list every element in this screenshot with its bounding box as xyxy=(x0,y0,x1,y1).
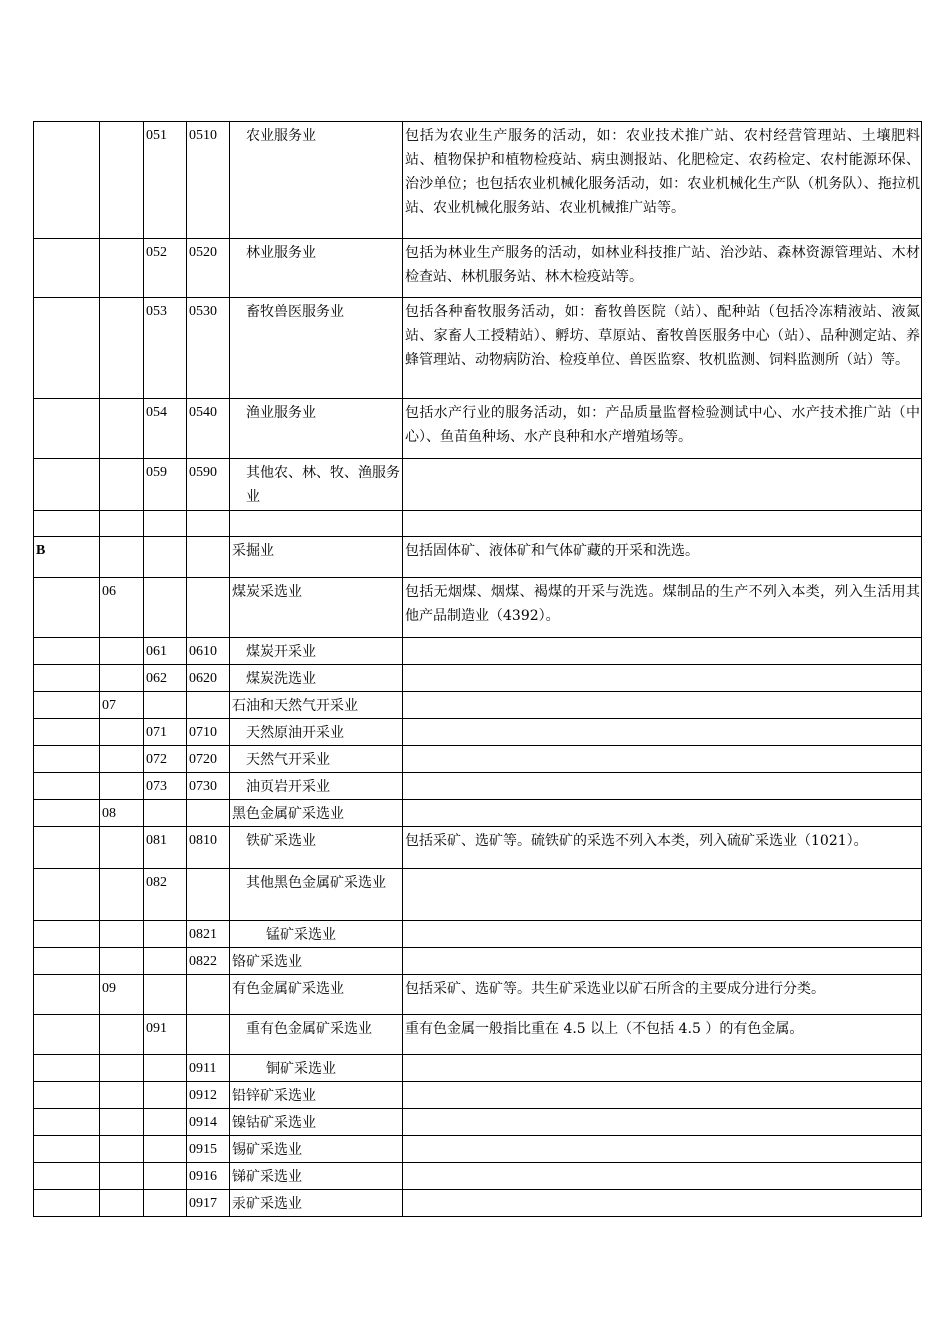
class-code-cell: 0822 xyxy=(187,948,230,975)
industry-description-cell xyxy=(403,459,922,511)
class-code-cell xyxy=(187,1015,230,1055)
category-code-cell xyxy=(34,1055,100,1082)
category-code-cell xyxy=(34,1163,100,1190)
industry-description-cell xyxy=(403,773,922,800)
category-code-cell: B xyxy=(34,537,100,578)
table-row xyxy=(34,975,922,1015)
industry-name-cell: 其他黑色金属矿采选业 xyxy=(230,869,403,921)
class-code-cell: 0730 xyxy=(187,773,230,800)
group-code-cell xyxy=(144,1082,187,1109)
division-code-cell xyxy=(100,638,144,665)
table-row xyxy=(34,399,922,459)
group-code-cell xyxy=(144,511,187,537)
group-code-cell xyxy=(144,975,187,1015)
table-row xyxy=(34,1055,922,1082)
table-row xyxy=(34,459,922,511)
category-code-cell xyxy=(34,827,100,869)
division-code-cell xyxy=(100,827,144,869)
division-code-cell xyxy=(100,773,144,800)
category-code-cell xyxy=(34,1190,100,1217)
industry-description-cell: 包括为农业生产服务的活动，如：农业技术推广站、农村经营管理站、土壤肥料站、植物保护和植物检疫站、病虫测报站、化肥检定、农药检定、农村能源环保、治沙单位；也包括农业机械化服务活动，如：农业机械化生产队（机务队）、拖拉机站、农业机械化服务站、农业机械推广站等。 xyxy=(403,122,922,239)
industry-name-cell: 锑矿采选业 xyxy=(230,1163,403,1190)
industry-name-cell: 油页岩开采业 xyxy=(230,773,403,800)
category-code-cell xyxy=(34,1109,100,1136)
industry-name-cell: 重有色金属矿采选业 xyxy=(230,1015,403,1055)
industry-description-cell: 包括采矿、选矿等。共生矿采选业以矿石所含的主要成分进行分类。 xyxy=(403,975,922,1015)
industry-name-cell: 林业服务业 xyxy=(230,239,403,298)
industry-description-cell xyxy=(403,800,922,827)
division-code-cell xyxy=(100,665,144,692)
category-code-cell xyxy=(34,869,100,921)
class-code-cell xyxy=(187,537,230,578)
group-code-cell xyxy=(144,1190,187,1217)
industry-name-cell: 铅锌矿采选业 xyxy=(230,1082,403,1109)
group-code-cell: 081 xyxy=(144,827,187,869)
table-row xyxy=(34,921,922,948)
class-code-cell xyxy=(187,975,230,1015)
table-row xyxy=(34,692,922,719)
class-code-cell: 0510 xyxy=(187,122,230,239)
industry-description-cell xyxy=(403,638,922,665)
industry-description-cell: 包括各种畜牧服务活动，如：畜牧兽医院（站）、配种站（包括冷冻精液站、液氮站、家畜人工授精站）、孵坊、草原站、畜牧兽医服务中心（站）、品种测定站、养蜂管理站、动物病防治、检疫单位、兽医监察、牧机监测、饲料监测所（站）等。 xyxy=(403,298,922,399)
category-code-cell xyxy=(34,1136,100,1163)
division-code-cell xyxy=(100,239,144,298)
industry-description-cell xyxy=(403,869,922,921)
industry-description-cell xyxy=(403,746,922,773)
group-code-cell xyxy=(144,800,187,827)
division-code-cell xyxy=(100,1055,144,1082)
class-code-cell xyxy=(187,511,230,537)
class-code-cell: 0916 xyxy=(187,1163,230,1190)
group-code-cell xyxy=(144,948,187,975)
industry-description-cell xyxy=(403,665,922,692)
division-code-cell xyxy=(100,399,144,459)
division-code-cell: 09 xyxy=(100,975,144,1015)
group-code-cell xyxy=(144,692,187,719)
class-code-cell: 0610 xyxy=(187,638,230,665)
industry-description-cell xyxy=(403,1082,922,1109)
industry-name-cell: 铁矿采选业 xyxy=(230,827,403,869)
group-code-cell: 052 xyxy=(144,239,187,298)
industry-name-cell: 锡矿采选业 xyxy=(230,1136,403,1163)
industry-name-cell: 镍钴矿采选业 xyxy=(230,1109,403,1136)
division-code-cell xyxy=(100,298,144,399)
class-code-cell: 0590 xyxy=(187,459,230,511)
class-code-cell xyxy=(187,692,230,719)
classification-table xyxy=(33,121,922,1217)
category-code-cell xyxy=(34,746,100,773)
table-row xyxy=(34,746,922,773)
industry-description-cell: 包括为林业生产服务的活动，如林业科技推广站、治沙站、森林资源管理站、木材检查站、林机服务站、林木检疫站等。 xyxy=(403,239,922,298)
industry-name-cell: 渔业服务业 xyxy=(230,399,403,459)
industry-name-cell: 农业服务业 xyxy=(230,122,403,239)
category-code-cell xyxy=(34,239,100,298)
industry-name-cell: 石油和天然气开采业 xyxy=(230,692,403,719)
table-row xyxy=(34,1109,922,1136)
industry-description-cell xyxy=(403,948,922,975)
industry-description-cell xyxy=(403,1055,922,1082)
category-code-cell xyxy=(34,719,100,746)
industry-description-cell xyxy=(403,1136,922,1163)
division-code-cell xyxy=(100,122,144,239)
class-code-cell: 0620 xyxy=(187,665,230,692)
class-code-cell: 0915 xyxy=(187,1136,230,1163)
industry-name-cell: 畜牧兽医服务业 xyxy=(230,298,403,399)
table-row xyxy=(34,638,922,665)
group-code-cell: 082 xyxy=(144,869,187,921)
class-code-cell: 0520 xyxy=(187,239,230,298)
industry-name-cell xyxy=(230,511,403,537)
group-code-cell: 051 xyxy=(144,122,187,239)
industry-name-cell: 采掘业 xyxy=(230,537,403,578)
table-row xyxy=(34,719,922,746)
industry-description-cell: 包括水产行业的服务活动，如：产品质量监督检验测试中心、水产技术推广站（中心）、鱼苗鱼种场、水产良种和水产增殖场等。 xyxy=(403,399,922,459)
class-code-cell: 0530 xyxy=(187,298,230,399)
industry-name-cell: 铜矿采选业 xyxy=(230,1055,403,1082)
group-code-cell: 091 xyxy=(144,1015,187,1055)
category-code-cell xyxy=(34,638,100,665)
industry-description-cell: 包括固体矿、液体矿和气体矿藏的开采和洗选。 xyxy=(403,537,922,578)
category-code-cell xyxy=(34,692,100,719)
table-row xyxy=(34,1082,922,1109)
table-row xyxy=(34,1163,922,1190)
industry-name-cell: 煤炭开采业 xyxy=(230,638,403,665)
industry-name-cell: 煤炭采选业 xyxy=(230,578,403,638)
division-code-cell xyxy=(100,1082,144,1109)
table-row xyxy=(34,511,922,537)
table-row xyxy=(34,948,922,975)
group-code-cell xyxy=(144,1163,187,1190)
division-code-cell xyxy=(100,719,144,746)
class-code-cell: 0810 xyxy=(187,827,230,869)
class-code-cell: 0917 xyxy=(187,1190,230,1217)
class-code-cell: 0720 xyxy=(187,746,230,773)
category-code-cell xyxy=(34,921,100,948)
category-code-cell xyxy=(34,975,100,1015)
industry-description-cell xyxy=(403,511,922,537)
industry-description-cell: 包括无烟煤、烟煤、褐煤的开采与洗选。煤制品的生产不列入本类，列入生活用其他产品制造业（4392）。 xyxy=(403,578,922,638)
industry-name-cell: 天然原油开采业 xyxy=(230,719,403,746)
group-code-cell: 062 xyxy=(144,665,187,692)
industry-name-cell: 有色金属矿采选业 xyxy=(230,975,403,1015)
industry-name-cell: 黑色金属矿采选业 xyxy=(230,800,403,827)
division-code-cell: 08 xyxy=(100,800,144,827)
table-row xyxy=(34,578,922,638)
table-row xyxy=(34,1015,922,1055)
group-code-cell: 061 xyxy=(144,638,187,665)
category-code-cell xyxy=(34,399,100,459)
category-code-cell xyxy=(34,459,100,511)
industry-name-cell: 其他农、林、牧、渔服务业 xyxy=(230,459,403,511)
class-code-cell: 0821 xyxy=(187,921,230,948)
class-code-cell xyxy=(187,578,230,638)
industry-description-cell xyxy=(403,692,922,719)
table-row xyxy=(34,869,922,921)
group-code-cell: 071 xyxy=(144,719,187,746)
division-code-cell xyxy=(100,869,144,921)
division-code-cell xyxy=(100,537,144,578)
division-code-cell xyxy=(100,1163,144,1190)
industry-description-cell xyxy=(403,1163,922,1190)
category-code-cell xyxy=(34,1082,100,1109)
industry-description-cell: 包括采矿、选矿等。硫铁矿的采选不列入本类，列入硫矿采选业（1021）。 xyxy=(403,827,922,869)
industry-description-cell xyxy=(403,1190,922,1217)
class-code-cell: 0540 xyxy=(187,399,230,459)
class-code-cell: 0914 xyxy=(187,1109,230,1136)
table-row xyxy=(34,827,922,869)
class-code-cell: 0912 xyxy=(187,1082,230,1109)
industry-name-cell: 煤炭洗选业 xyxy=(230,665,403,692)
group-code-cell xyxy=(144,1055,187,1082)
division-code-cell xyxy=(100,459,144,511)
group-code-cell xyxy=(144,1109,187,1136)
table-body xyxy=(34,122,922,1217)
division-code-cell xyxy=(100,511,144,537)
group-code-cell: 053 xyxy=(144,298,187,399)
industry-name-cell: 锰矿采选业 xyxy=(230,921,403,948)
class-code-cell: 0911 xyxy=(187,1055,230,1082)
group-code-cell xyxy=(144,921,187,948)
table-row xyxy=(34,800,922,827)
table-row xyxy=(34,122,922,239)
industry-description-cell xyxy=(403,1109,922,1136)
industry-name-cell: 铬矿采选业 xyxy=(230,948,403,975)
industry-description-cell: 重有色金属一般指比重在 4.5 以上（不包括 4.5 ）的有色金属。 xyxy=(403,1015,922,1055)
industry-description-cell xyxy=(403,719,922,746)
industry-name-cell: 汞矿采选业 xyxy=(230,1190,403,1217)
category-code-cell xyxy=(34,298,100,399)
division-code-cell: 07 xyxy=(100,692,144,719)
division-code-cell xyxy=(100,1136,144,1163)
group-code-cell: 054 xyxy=(144,399,187,459)
industry-name-cell: 天然气开采业 xyxy=(230,746,403,773)
category-code-cell xyxy=(34,122,100,239)
division-code-cell xyxy=(100,1109,144,1136)
table-row xyxy=(34,665,922,692)
category-code-cell xyxy=(34,578,100,638)
group-code-cell xyxy=(144,537,187,578)
table-row xyxy=(34,773,922,800)
division-code-cell xyxy=(100,1190,144,1217)
group-code-cell xyxy=(144,578,187,638)
group-code-cell: 072 xyxy=(144,746,187,773)
class-code-cell xyxy=(187,869,230,921)
class-code-cell: 0710 xyxy=(187,719,230,746)
table-row xyxy=(34,1190,922,1217)
table-row xyxy=(34,537,922,578)
division-code-cell xyxy=(100,746,144,773)
group-code-cell: 059 xyxy=(144,459,187,511)
industry-description-cell xyxy=(403,921,922,948)
table-row xyxy=(34,1136,922,1163)
division-code-cell: 06 xyxy=(100,578,144,638)
category-code-cell xyxy=(34,948,100,975)
group-code-cell xyxy=(144,1136,187,1163)
group-code-cell: 073 xyxy=(144,773,187,800)
table-row xyxy=(34,298,922,399)
division-code-cell xyxy=(100,948,144,975)
division-code-cell xyxy=(100,921,144,948)
category-code-cell xyxy=(34,665,100,692)
division-code-cell xyxy=(100,1015,144,1055)
table-row xyxy=(34,239,922,298)
category-code-cell xyxy=(34,773,100,800)
class-code-cell xyxy=(187,800,230,827)
category-code-cell xyxy=(34,511,100,537)
category-code-cell xyxy=(34,800,100,827)
category-code-cell xyxy=(34,1015,100,1055)
